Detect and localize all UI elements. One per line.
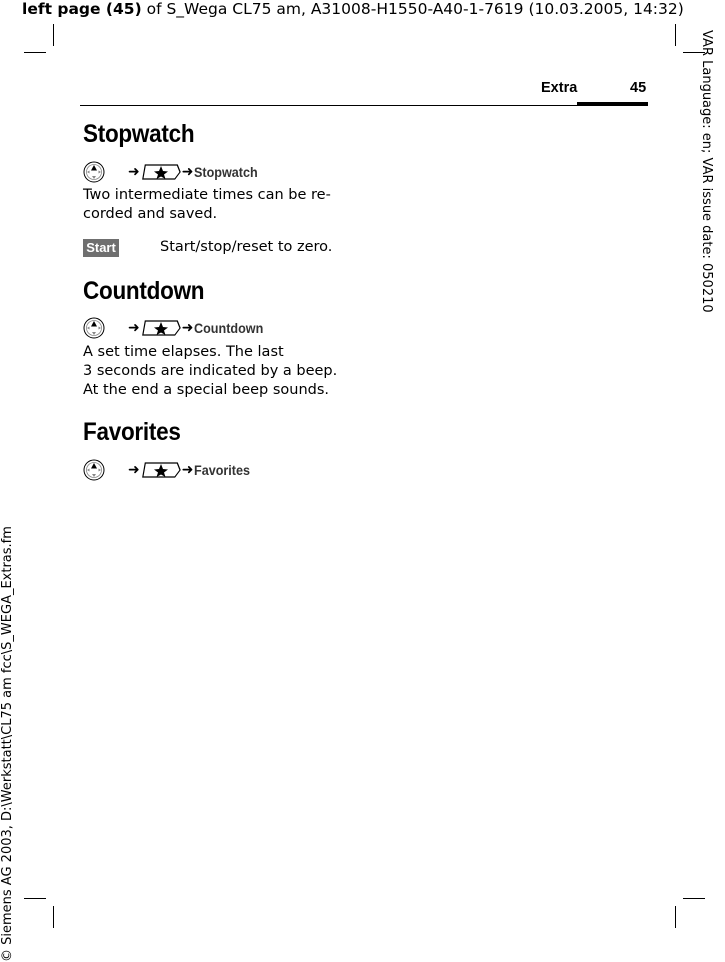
stopwatch-menu-item: Stopwatch [194, 164, 259, 180]
arrow-right-icon: ➜ [181, 320, 194, 336]
header-section-name: Extra [541, 80, 578, 96]
favorites-menu-item: Favorites [194, 462, 251, 478]
print-info-line [22, 0, 684, 18]
var-language-note: VAR Language: en; VAR issue date: 050210 [699, 30, 714, 313]
print-info-details: of S_Wega CL75 am, A31008-H1550-A40-1-7619 (10.03.2005, 14:32) [141, 0, 684, 18]
extras-menu-icon [141, 459, 181, 481]
start-softkey-description: Start/stop/reset to zero. [160, 239, 333, 255]
countdown-menu-item: Countdown [194, 320, 264, 336]
countdown-desc-line-2: 3 seconds are indicated by a beep. [83, 363, 338, 379]
stopwatch-desc-line-1: Two intermediate times can be re- [83, 187, 331, 203]
extras-menu-icon [141, 161, 181, 183]
joystick-icon [83, 317, 105, 339]
countdown-menu-path [83, 315, 271, 341]
header-page-number: 45 [630, 80, 647, 96]
favorites-menu-path [83, 457, 257, 483]
arrow-right-icon: ➜ [128, 164, 140, 180]
print-info-page: left page (45) [22, 0, 142, 18]
countdown-desc-line-3: At the end a special beep sounds. [83, 382, 330, 398]
header-tab-bar [577, 102, 648, 106]
copyright-file-path: © Siemens AG 2003, D:\Werkstatt\CL75 am fcc\S_WEGA_Extras.fm [0, 526, 15, 962]
joystick-icon [83, 161, 105, 183]
arrow-right-icon: ➜ [181, 462, 194, 478]
start-softkey: Start [83, 239, 119, 257]
joystick-icon [83, 459, 105, 481]
header-rule [80, 105, 648, 106]
favorites-title: Favorites [83, 418, 181, 446]
arrow-right-icon: ➜ [128, 462, 140, 478]
countdown-desc-line-1: A set time elapses. The last [83, 344, 284, 360]
extras-menu-icon [141, 317, 181, 339]
stopwatch-menu-path [83, 159, 265, 185]
stopwatch-desc-line-2: corded and saved. [83, 206, 218, 222]
countdown-title: Countdown [83, 277, 205, 305]
arrow-right-icon: ➜ [181, 164, 194, 180]
arrow-right-icon: ➜ [128, 320, 140, 336]
countdown-description [83, 343, 337, 400]
stopwatch-description [83, 186, 331, 224]
stopwatch-title: Stopwatch [83, 120, 195, 148]
